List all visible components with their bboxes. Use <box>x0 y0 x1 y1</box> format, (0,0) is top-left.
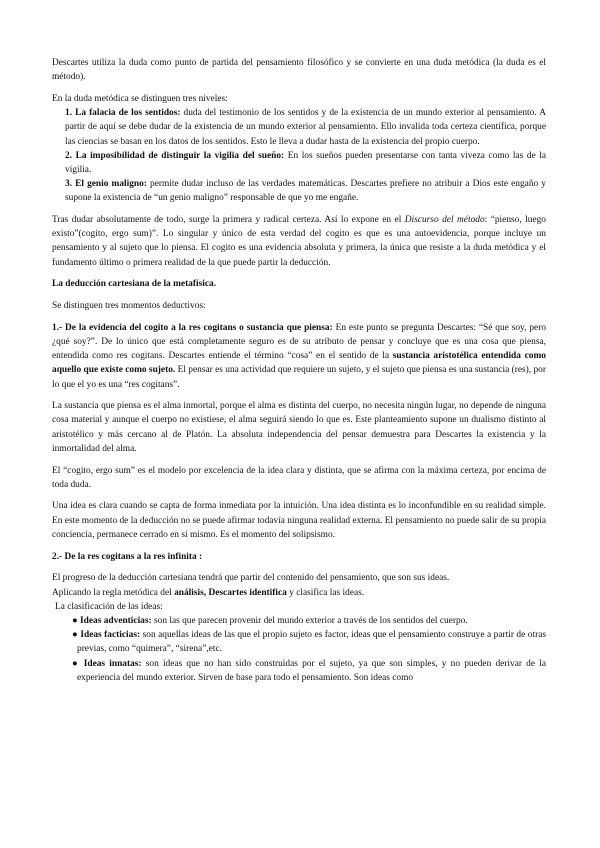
certainty-text-b: : “pienso, luego existo”(cogito, ergo sum)”. Lo singular y único de esta verdad del cogito es que es una autoevidencia, porque incluye un pensamiento y al sujeto que lo piensa. El cogito es una evidencia absoluta y primera, la única que resiste a la duda metódica y el fundamento último o primera realidad de la que puede partir la deducción. <box>52 215 546 268</box>
list-item <box>72 614 546 628</box>
moment2-paragraph-2 <box>52 586 546 600</box>
level-item-2 <box>65 149 546 177</box>
moment1-paragraph <box>52 321 546 392</box>
section-heading <box>52 277 546 291</box>
level-text-3: permite dudar incluso de las verdades matemáticas. Descartes prefiere no atribuir a Dios este engaño y supone la existencia de “un genio maligno” responsable de que yo me engañe. <box>65 179 546 204</box>
moment2-bold: análisis, Descartes identifica <box>174 587 287 598</box>
moment2-text-a: Aplicando la regla metódica del <box>52 587 175 598</box>
book-title: Discurso del método <box>404 215 485 226</box>
level-title-3: 3. El genio maligno: <box>65 179 147 190</box>
bullet-title: Ideas adventicias: <box>80 615 152 626</box>
moment1-text-b: El pensar es una actividad que requiere un sujeto, y el sujeto que piensa es una sustancia (res), por lo que el yo es una “res cogitans”. <box>52 365 546 390</box>
intro-paragraph: Descartes utiliza la duda como punto de partida del pensamiento filosófico y se convierte en una duda metódica (la duda es el método). <box>52 58 546 83</box>
level-title-2: 2. La imposibilidad de distinguir la vigilia del sueño: <box>65 150 285 161</box>
bullet-title: Ideas innatas: <box>83 658 142 669</box>
moment1-text-a: En este punto se pregunta Descartes: “Sé que soy, pero ¿qué soy?”. De lo único que está completamente seguro es de su atributo de pensar y concluye que es una cosa que piensa, entendida como res cogitans. Descartes entiende el término “cosa” en el sentido de la <box>52 322 547 362</box>
soul-paragraph: La sustancia que piensa es el alma inmortal, porque el alma es distinta del cuerpo, no necesita ningún lugar, no depende de ninguna cosa material y aunque el cuerpo no existiese, el alma seguirá siendo lo que es. Este planteamiento supone un dualismo distinto al aristotélico y más cercano al de Platón. La absoluta independencia del pensar demuestra para Descartes la existencia y la inmortalidad del alma. <box>52 401 546 454</box>
bullet-title: Ideas facticias: <box>80 630 141 641</box>
bullet-text: son las que parecen provenir del mundo exterior a través de los sentidos del cuerpo. <box>151 615 468 626</box>
moment2-paragraph-1: El progreso de la deducción cartesiana tendrá que partir del contenido del pensamiento, que son sus ideas. <box>52 573 450 584</box>
level-item-3 <box>65 177 546 205</box>
level-title-1: 1. La falacia de los sentidos: <box>65 108 181 119</box>
bullet-text: son aquellas ideas de las que el propio sujeto es factor, ideas que el pensamiento construye a partir de otras previas, como “quimera”, “sirena”,etc. <box>77 630 547 655</box>
certainty-text-a: Tras dudar absolutamente de todo, surge la primera y radical certeza. Así lo expone en el <box>52 215 405 226</box>
moment1-bold: sustancia aristotélica entendida como aquello que existe como sujeto. <box>52 351 546 376</box>
moment2-heading <box>52 550 546 564</box>
levels-intro: En la duda metódica se distinguen tres niveles: <box>52 93 228 104</box>
bullet-icon: ● <box>72 615 78 626</box>
bullet-icon: ● <box>72 630 78 641</box>
classification-intro: La clasificación de las ideas: <box>55 601 163 612</box>
moment2-text-b: y clasifica las ideas. <box>286 587 365 598</box>
moment2-title: 2.- De la res cogitans a la res infinita : <box>52 551 203 562</box>
section-heading-text: La deducción cartesiana de la metafísica. <box>52 279 217 290</box>
cogito-paragraph: El “cogito, ergo sum” es el modelo por excelencia de la idea clara y distinta, que se afirma con la máxima certeza, por encima de toda duda. <box>52 465 546 490</box>
document-page <box>52 56 546 685</box>
bullet-icon: ● <box>72 658 80 669</box>
certainty-paragraph <box>52 213 546 270</box>
list-item <box>72 628 547 656</box>
level-text-2: En los sueños pueden presentarse con tanta viveza como las de la vigilia. <box>65 150 547 175</box>
list-item <box>72 657 546 685</box>
level-item-1 <box>65 106 546 149</box>
level-text-1: duda del testimonio de los sentidos y de la existencia de un mundo exterior al pensamiento. A partir de aquí se debe dudar de la existencia de un mundo exterior al pensamiento. Ello invalida toda certeza científica, porque las ciencias se basan en los datos de los sentidos. Esto le lleva a dudar hasta de la existencia del propio cuerpo. <box>65 108 546 147</box>
bullet-text: son ideas que no han sido construidas por el sujeto, ya que son simples, y no pueden derivar de la experiencia del mundo exterior. Sirven de base para todo el pensamiento. Son ideas como <box>77 658 546 683</box>
deduction-intro: Se distinguen tres momentos deductivos: <box>52 301 206 312</box>
clear-idea-paragraph: Una idea es clara cuando se capta de forma inmediata por la intuición. Una idea distinta es lo inconfundible en su realidad simple. En este momento de la deducción no se puede afirmar todavía ninguna realidad externa. El pensamiento no puede salir de su propia conciencia, permanece cerrado en sí mismo. Es el momento del solipsismo. <box>52 501 546 540</box>
moment1-title: 1.- De la evidencia del cogito a la res cogitans o sustancia que piensa: <box>52 322 333 333</box>
